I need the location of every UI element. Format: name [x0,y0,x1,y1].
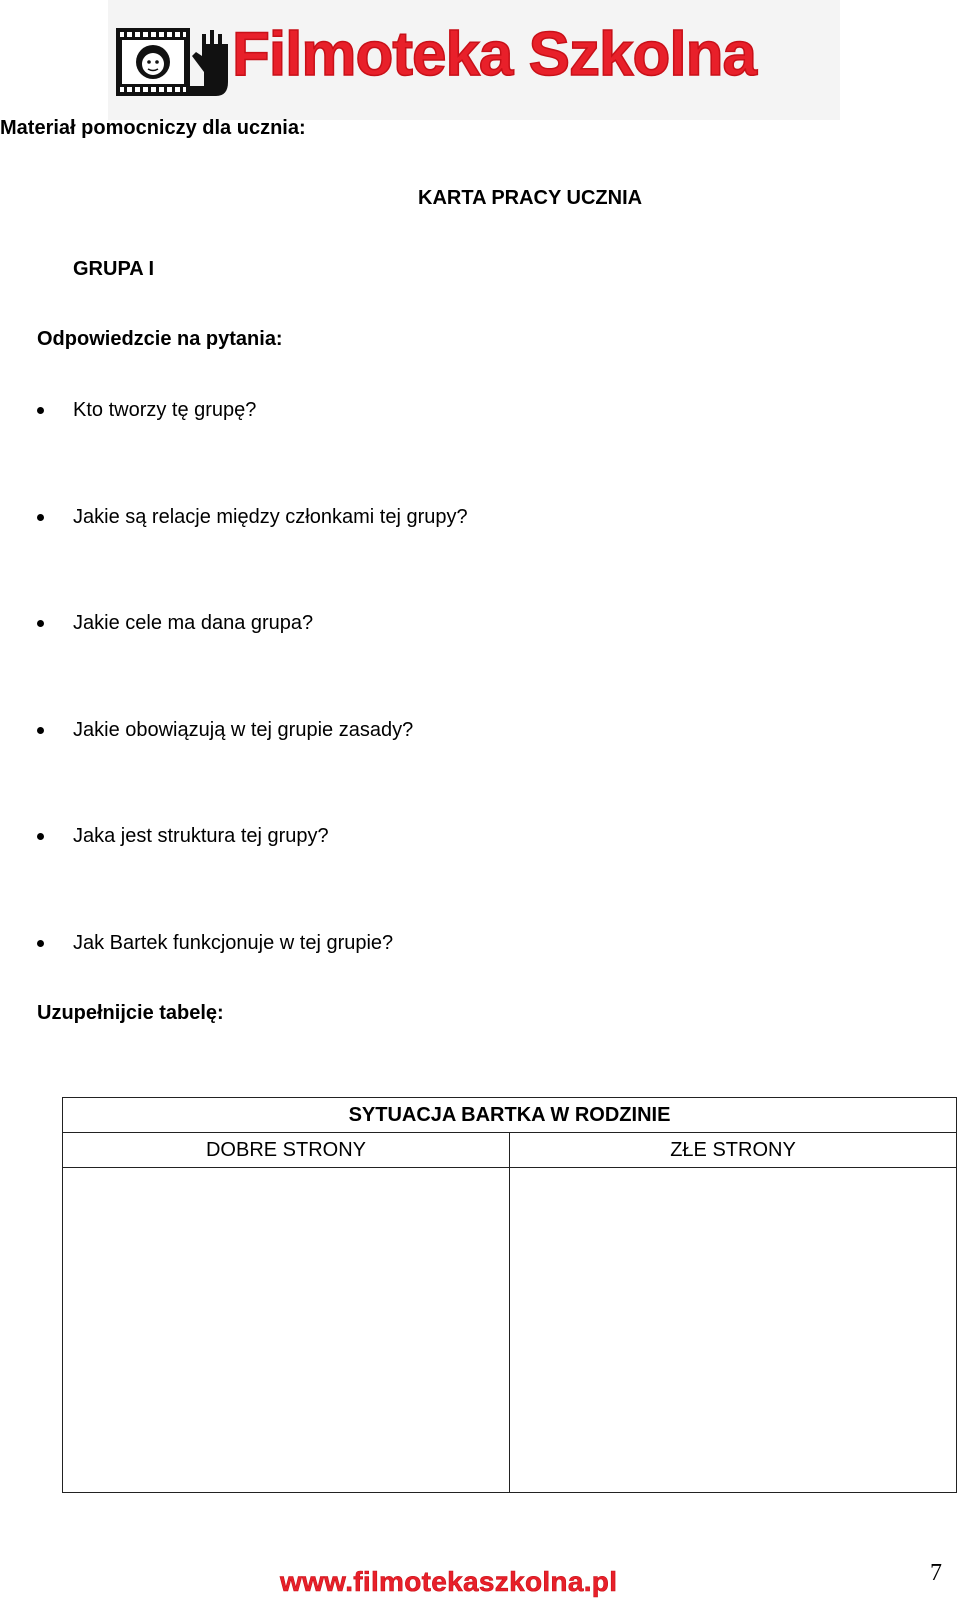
intro-label: Materiał pomocniczy dla ucznia: [0,117,306,139]
bullet-icon [37,620,44,627]
footer-url: www.filmotekaszkolna.pl [280,1566,618,1597]
page-number: 7 [930,1560,942,1586]
table-heading: Uzupełnijcie tabelę: [37,1002,224,1024]
bullet-icon [37,514,44,521]
bullet-icon [37,407,44,414]
answer-cell-bad[interactable] [510,1168,957,1493]
list-item: Jak Bartek funkcjonuje w tej grupie? [73,932,394,954]
column-header-bad: ZŁE STRONY [510,1133,957,1168]
column-header-good: DOBRE STRONY [63,1133,510,1168]
film-reel-child-hand-icon [116,26,236,98]
list-item: Kto tworzy tę grupę? [73,399,257,421]
questions-heading: Odpowiedzcie na pytania: [37,328,283,350]
answer-cell-good[interactable] [63,1168,510,1493]
list-item: Jakie cele ma dana grupa? [73,612,314,634]
logo-wordmark: Filmoteka Szkolna [232,20,756,89]
list-item: Jakie obowiązują w tej grupie zasady? [73,719,414,741]
bullet-icon [37,940,44,947]
group-title: GRUPA I [73,258,155,280]
bullet-icon [37,727,44,734]
list-item: Jaka jest struktura tej grupy? [73,825,329,847]
worksheet-table [62,1097,957,1493]
table-title: SYTUACJA BARTKA W RODZINIE [63,1098,957,1133]
worksheet-title: KARTA PRACY UCZNIA [418,187,643,209]
bullet-icon [37,833,44,840]
list-item: Jakie są relacje między członkami tej grupy? [73,506,468,528]
